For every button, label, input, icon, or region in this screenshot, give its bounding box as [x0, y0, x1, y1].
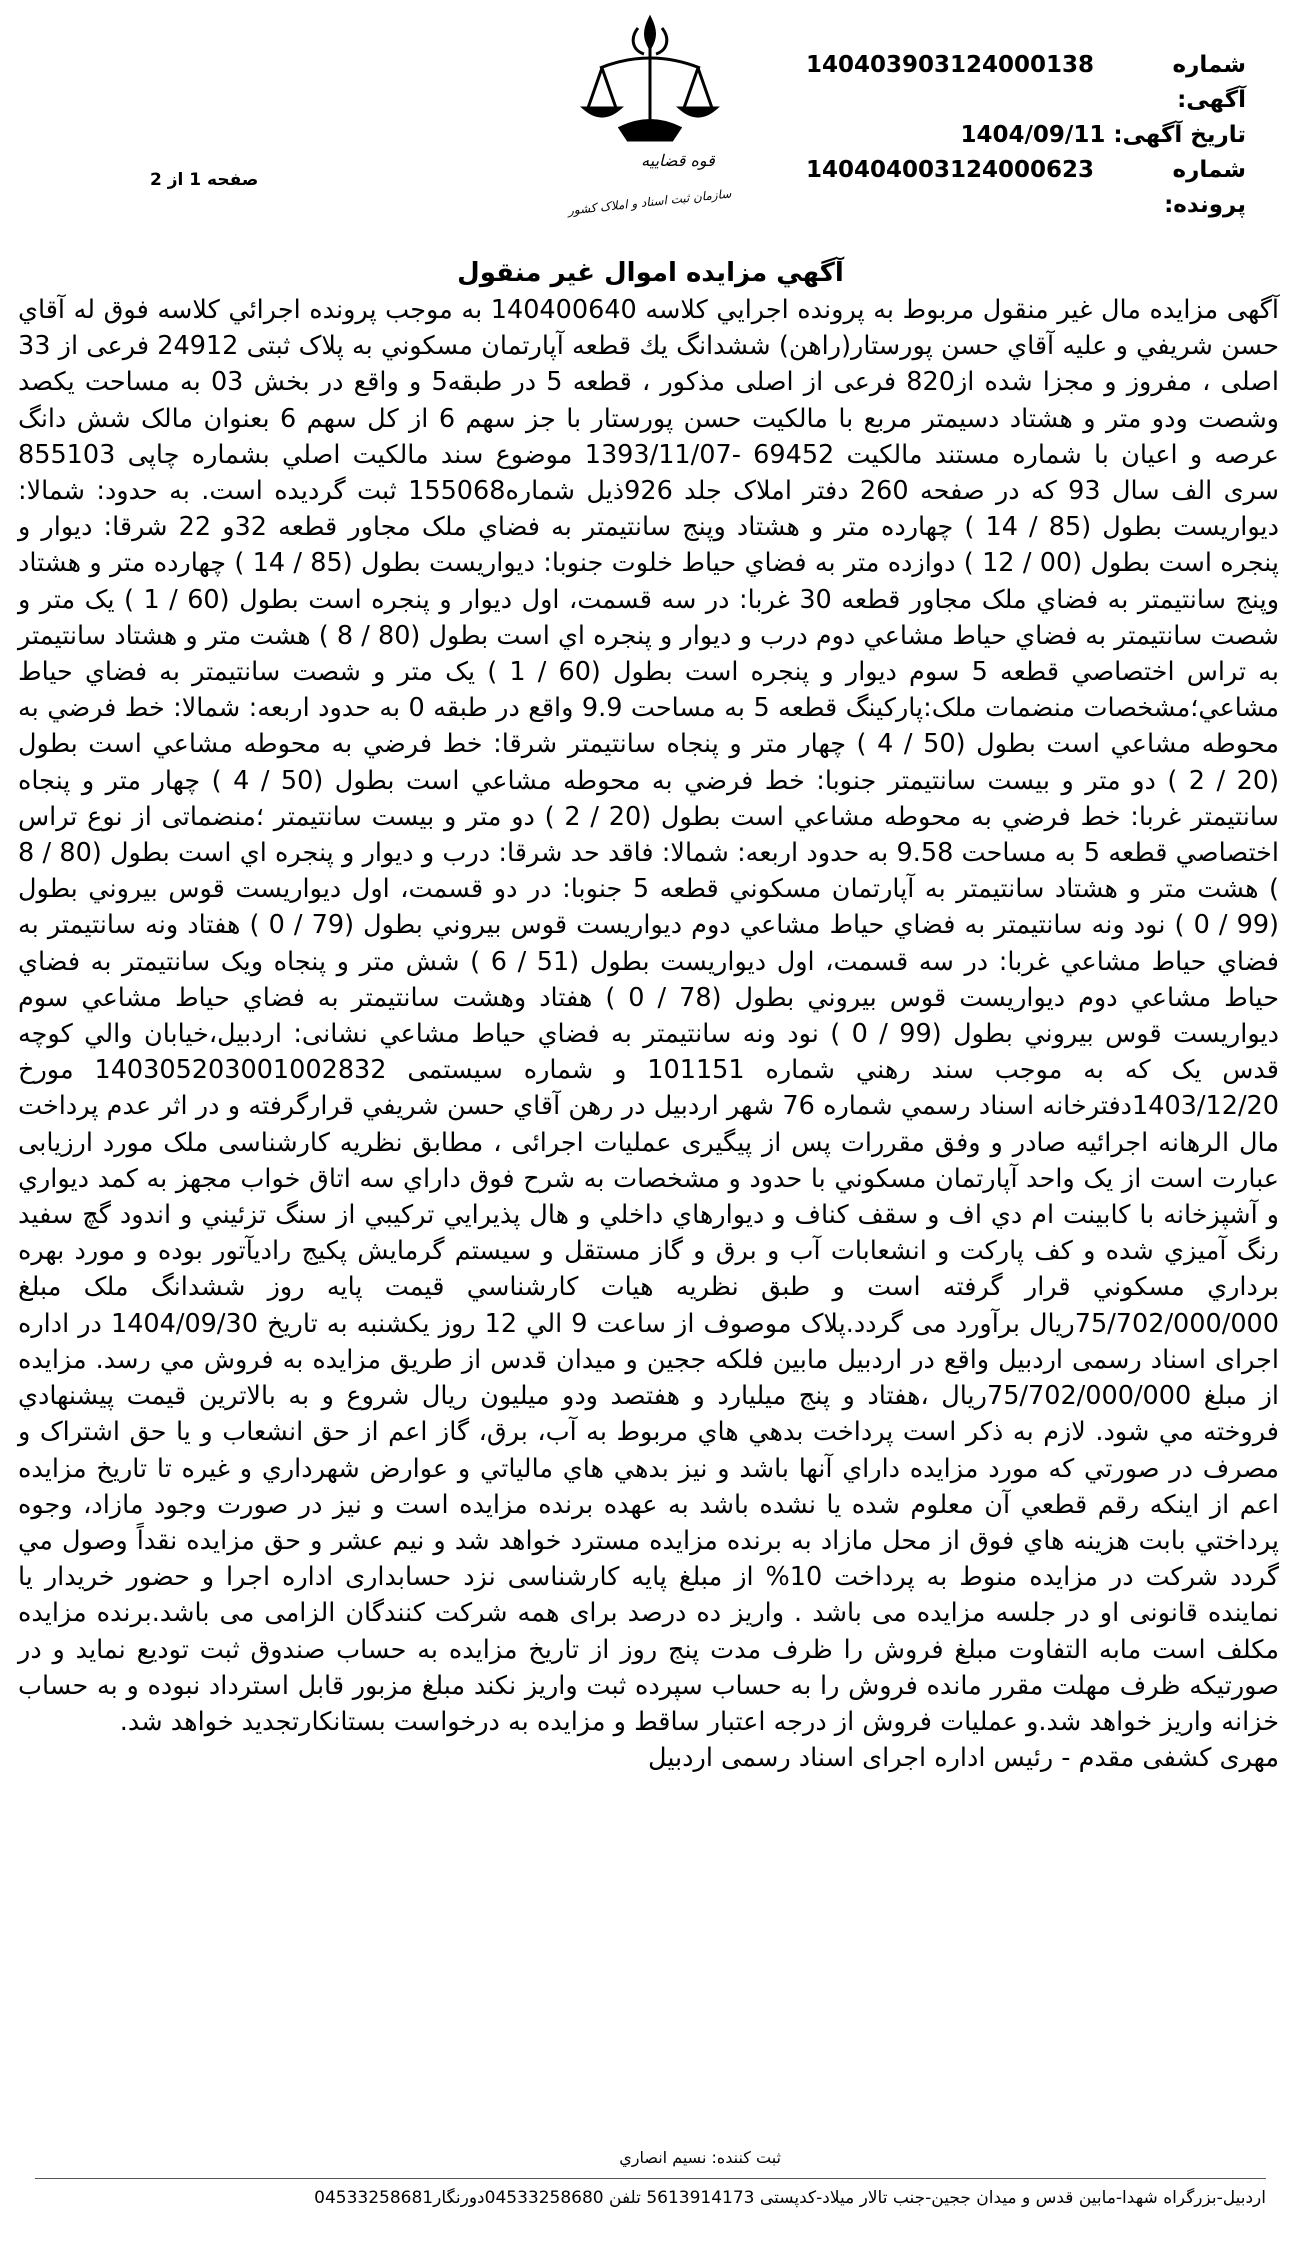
ad-date: 1404/09/11	[960, 122, 1106, 148]
ad-date-row	[806, 118, 1246, 153]
document-title: آگهي مزايده اموال غير منقول	[457, 258, 844, 288]
signature: مهری كشفی مقدم - رئيس اداره اجرای اسناد رسمی اردبيل	[648, 1743, 1279, 1774]
case-number-label: شماره پرونده:	[1164, 157, 1246, 218]
case-number-row	[806, 153, 1246, 223]
footer-address: اردبیل-بزرگراه شهدا-مابین قدس و میدان ججین-جنب تالار میلاد-کدپستی 5613914173 تلفن 04533258680دورنگار04533258681	[314, 2188, 1266, 2208]
emblem-org: سازمان ثبت اسناد و املاک کشور	[567, 186, 732, 218]
ad-number-row	[806, 48, 1246, 118]
ad-metadata	[806, 48, 1246, 223]
ad-date-label: تاریخ آگهی:	[1113, 122, 1246, 148]
document-body	[18, 292, 1279, 1776]
ad-number-label: شماره آگهی:	[1172, 52, 1246, 113]
ad-number: 140403903124000138	[806, 52, 1095, 78]
case-number: 140404003124000623	[806, 157, 1095, 183]
judiciary-emblem	[560, 8, 740, 218]
emblem-caption: قوه قضاییه	[641, 151, 715, 170]
footer-divider	[35, 2178, 1266, 2179]
page-indicator: صفحه 1 از 2	[150, 170, 259, 190]
body-text: آگهی مزايده مال غير منقول مربوط به پرونده اجرايي كلاسه 140400640 به موجب پرونده اجرائي كلاسه فوق له آقاي حسن شريفي و عليه آقاي حسن پورستار(راهن) ششدانگ يك قطعه آپارتمان مسكوني به پلاک ثبتی 24912 فرعی از 33 اصلی ، مفروز و مجزا شده از820 فرعی از اصلی مذکور ، قطعه 5 در طبقه5 و واقع در بخش 03 به مساحت يكصد وشصت ودو متر و هشتاد دسيمتر مربع با مالكيت حسن پورستار با جز سهم 6 از كل سهم 6 بعنوان مالک شش دانگ عرصه و اعيان با شماره مستند مالكيت 69452 -1393/11/07 موضوع سند مالكيت اصلي بشماره چاپی 855103 سری الف سال 93 كه در صفحه 260 دفتر املاک جلد 926ذيل شماره155068 ثبت گرديده است. به حدود: شمالا: ديواريست بطول (85 / 14 ) چهارده متر و هشتاد وپنج سانتيمتر به فضاي ملک مجاور قطعه 32و 22 شرقا: ديوار و پنجره است بطول (00 / 12 ) دوازده متر به فضاي حياط خلوت جنوبا: ديواريست بطول (85 / 14 ) چهارده متر و هشتاد وپنج سانتيمتر به فضاي ملک مجاور قطعه 30 غربا: در سه قسمت، اول ديوار و پنجره است بطول (60 / 1 ) يک متر و شصت سانتيمتر به فضاي حياط مشاعي دوم درب و ديوار و پنجره اي است بطول (80 / 8 ) هشت متر و هشتاد سانتيمتر به تراس اختصاصي قطعه 5 سوم ديوار و پنجره است بطول (60 / 1 ) يک متر و شصت سانتيمتر به فضاي حياط مشاعي؛مشخصات منضمات ملک:پاركينگ قطعه 5 به مساحت 9.9 واقع در طبقه 0 به حدود اربعه: شمالا: خط فرضي به محوطه مشاعي است بطول (50 / 4 ) چهار متر و پنجاه سانتيمتر شرقا: خط فرضي به محوطه مشاعي است بطول (20 / 2 ) دو متر و بيست سانتيمتر جنوبا: خط فرضي به محوطه مشاعي است بطول (50 / 4 ) چهار متر و پنجاه سانتيمتر غربا: خط فرضي به محوطه مشاعي است بطول (20 / 2 ) دو متر و بيست سانتيمتر ؛منضماتی از نوع تراس اختصاصي قطعه 5 به مساحت 9.58 به حدود اربعه: شمالا: فاقد حد شرقا: درب و ديوار و پنجره اي است بطول (80 / 8 ) هشت متر و هشتاد سانتيمتر به آپارتمان مسكوني قطعه 5 جنوبا: در دو قسمت، اول ديواريست قوس بيروني بطول (99 / 0 ) نود ونه سانتيمتر به فضاي حياط مشاعي دوم ديواريست قوس بيروني بطول (79 / 0 ) هفتاد ونه سانتيمتر به فضاي حياط مشاعي غربا: در سه قسمت، اول ديواريست بطول (51 / 6 ) شش متر و پنجاه ويک سانتيمتر به فضاي حياط مشاعي دوم ديواريست قوس بيروني بطول (78 / 0 ) هفتاد وهشت سانتيمتر به فضاي حياط مشاعي سوم ديواريست قوس بيروني بطول (99 / 0 ) نود ونه سانتيمتر به فضاي حياط مشاعي نشانی: اردبيل،خيابان والي كوچه قدس يک كه به موجب سند رهني شماره 101151 و شماره سيستمی 140305203001002832 مورخ 1403/12/20دفترخانه اسناد رسمي شماره 76 شهر اردبيل در رهن آقاي حسن شريفي قرارگرفته و در اثر عدم پرداخت مال الرهانه اجرائيه صادر و وفق مقررات پس از پيگيری عمليات اجرائی ، مطابق نظريه كارشناسی ملک مورد ارزيابی عبارت است از يک واحد آپارتمان مسكوني با حدود و مشخصات به شرح فوق داراي سه اتاق خواب مجهز به كمد ديواري و آشپزخانه با كابينت ام دي اف و سقف كناف و ديوارهاي داخلي و هال پذيرايي تركيبي از سنگ تزئيني و اندود گچ سفيد رنگ آميزي شده و كف پاركت و انشعابات آب و برق و گاز مستقل و سيستم گرمايش پكيج راديآتور بوده و مورد بهره برداري مسكوني قرار گرفته است و طبق نظريه هيات كارشناسي قيمت پايه روز ششدانگ ملک مبلغ 75/702/000/000ريال برآورد می گردد.پلاک موصوف از ساعت 9 الي 12 روز يكشنبه به تاريخ 1404/09/30 در اداره اجرای اسناد رسمی اردبيل واقع در اردبيل مابين فلكه ججين و ميدان قدس از طريق مزايده به فروش مي رسد. مزايده از مبلغ 75/702/000/000ريال ،هفتاد و پنج ميليارد و هفتصد ودو ميليون ريال شروع و به بالاترين قيمت پيشنهادي فروخته مي شود. لازم به ذكر است پرداخت بدهي هاي مربوط به آب، برق، گاز اعم از حق انشعاب و يا حق اشتراک و مصرف در صورتي كه مورد مزايده داراي آنها باشد و نيز بدهي هاي مالياتي و عوارض شهرداري و غيره تا تاريخ مزايده اعم از اينكه رقم قطعي آن معلوم شده يا نشده باشد به عهده برنده مزايده است و نيز در صورت وجود مازاد، وجوه پرداختي بابت هزينه هاي فوق از محل مازاد به برنده مزايده مسترد خواهد شد و نيم عشر و حق مزايده نقداً وصول مي گردد شركت در مزايده منوط به پرداخت 10% از مبلغ پايه كارشناسی نزد حسابداری اداره اجرا و حضور خريدار يا نماينده قانونی او در جلسه مزايده می باشد . واريز ده درصد برای همه شركت كنندگان الزامی می باشد.برنده مزايده مكلف است مابه التفاوت مبلغ فروش را ظرف مدت پنج روز از تاريخ مزايده به حساب صندوق ثبت توديع نمايد و در صورتيكه ظرف مهلت مقرر مانده فروش را به حساب سپرده ثبت واريز نكند مبلغ مزبور قابل استرداد نبوده و به حساب خزانه واريز خواهد شد.و عمليات فروش از درجه اعتبار ساقط و مزايده به درخواست بستانكارتجديد خواهد شد.	[18, 295, 1280, 1737]
registrar: ثبت كننده: نسيم انصاري	[619, 2148, 781, 2167]
